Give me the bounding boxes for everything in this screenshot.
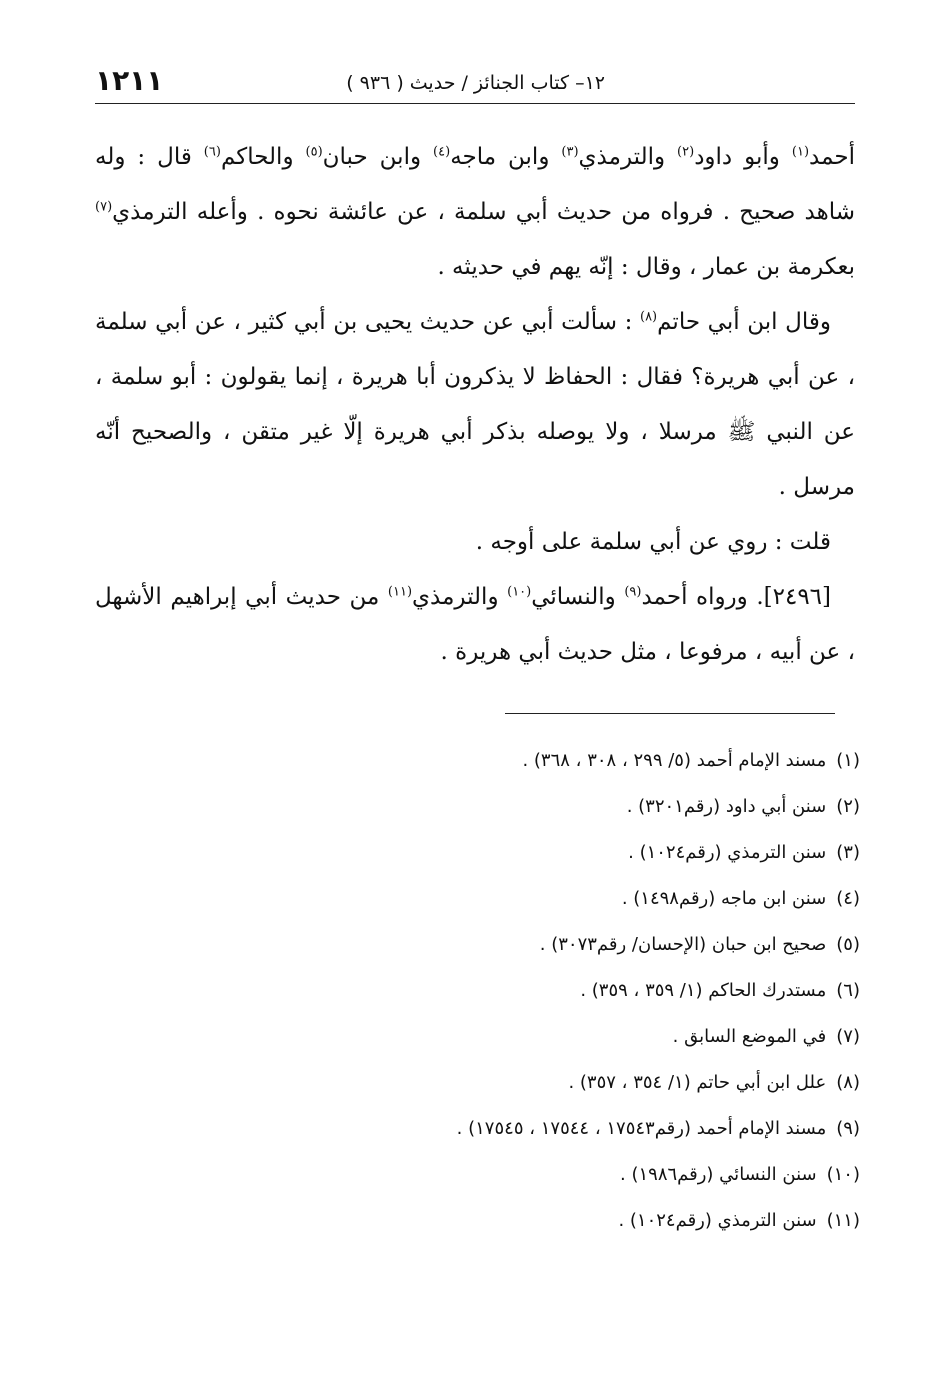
footnote-text: صحيح ابن حبان (الإحسان/ رقم٣٠٧٣) . bbox=[539, 934, 827, 955]
text-run: قال : وله شاهد صحيح . فرواه من حديث أبي سلمة ، عن عائشة نحوه . وأعله الترمذي bbox=[95, 144, 855, 225]
text-run: وأبو داود bbox=[694, 144, 792, 170]
footnote-ref: (٩) bbox=[624, 584, 642, 600]
footnote bbox=[160, 738, 860, 784]
paragraph-2 bbox=[95, 295, 855, 515]
footnotes bbox=[160, 738, 860, 1244]
paragraph-1 bbox=[95, 130, 855, 295]
text-run: والحاكم bbox=[220, 144, 306, 170]
text-run: والترمذي bbox=[578, 144, 678, 170]
footnote-ref: (٥) bbox=[305, 144, 323, 160]
footnote-text: سنن الترمذي (رقم١٠٢٤) . bbox=[628, 842, 827, 863]
footnote-number: (٩) bbox=[836, 1118, 860, 1139]
footnote-number: (١١) bbox=[826, 1210, 860, 1231]
footnote-text: سنن الترمذي (رقم١٠٢٤) . bbox=[618, 1210, 817, 1231]
footnote bbox=[160, 830, 860, 876]
footnote bbox=[160, 1198, 860, 1244]
text-run: بعكرمة بن عمار ، وقال : إنّه يهم في حديثه . bbox=[437, 254, 855, 280]
page-number: ١٢١١ bbox=[95, 64, 164, 97]
footnote-text: سنن أبي داود (رقم٣٢٠١) . bbox=[626, 796, 827, 817]
footnote-text: سنن النسائي (رقم١٩٨٦) . bbox=[620, 1164, 817, 1185]
footnote bbox=[160, 1106, 860, 1152]
running-header bbox=[95, 62, 855, 104]
footnote-ref: (٢) bbox=[677, 144, 695, 160]
footnote-ref: (١) bbox=[791, 144, 810, 160]
text-run: وقال ابن أبي حاتم bbox=[657, 309, 831, 335]
text-run: وابن حبان bbox=[322, 144, 434, 170]
footnote-number: (٣) bbox=[836, 842, 860, 863]
footnote-text: في الموضع السابق . bbox=[672, 1026, 827, 1047]
text-run: والترمذي bbox=[412, 584, 508, 610]
footnote-number: (٢) bbox=[836, 796, 860, 817]
footnote-number: (٤) bbox=[836, 888, 860, 909]
footnote-number: (٦) bbox=[836, 980, 860, 1001]
text-run: : سألت أبي عن حديث يحيى بن أبي كثير ، عن أبي سلمة ، عن أبي هريرة؟ فقال : الحفاظ لا يذكرون أبا هريرة ، إنما يقولون : أبو سلمة ، عن النبي ﷺ مرسلا ، ولا يوصله بذكر أبي هريرة إلّا غير متقن ، والصحيح أنّه مرسل . bbox=[95, 309, 855, 500]
footnote-text: سنن ابن ماجه (رقم١٤٩٨) . bbox=[621, 888, 827, 909]
text-run: من حديث أبي إبراهيم الأشهل ، عن أبيه ، مرفوعا ، مثل حديث أبي هريرة . bbox=[95, 584, 855, 665]
footnote-ref: (٤) bbox=[433, 144, 451, 160]
footnote bbox=[160, 1014, 860, 1060]
footnote bbox=[160, 1152, 860, 1198]
running-title: ١٢– كتاب الجنائز / حديث ( ٩٣٦ ) bbox=[346, 72, 605, 94]
text-run: [٢٤٩٦]. ورواه أحمد bbox=[641, 584, 832, 610]
footnote-text: مسند الإمام أحمد (رقم١٧٥٤٣ ، ١٧٥٤٤ ، ١٧٥٤٥) . bbox=[456, 1118, 827, 1139]
paragraph-4 bbox=[95, 570, 855, 680]
footnote-text: مستدرك الحاكم (١/ ٣٥٩ ، ٣٥٩) . bbox=[580, 980, 827, 1001]
footnote-ref: (١١) bbox=[387, 584, 413, 600]
footnote-ref: (٣) bbox=[561, 144, 579, 160]
footnote-text: مسند الإمام أحمد (٥/ ٢٩٩ ، ٣٠٨ ، ٣٦٨) . bbox=[522, 750, 827, 771]
footnote-number: (٥) bbox=[836, 934, 860, 955]
footnote-ref: (٦) bbox=[203, 144, 221, 160]
footnote-text: علل ابن أبي حاتم (١/ ٣٥٤ ، ٣٥٧) . bbox=[568, 1072, 827, 1093]
footnote-number: (٨) bbox=[836, 1072, 860, 1093]
footnote-divider bbox=[505, 713, 835, 714]
header-divider bbox=[95, 103, 855, 104]
text-run: والنسائي bbox=[531, 584, 625, 610]
text-run: وابن ماجه bbox=[450, 144, 562, 170]
footnote bbox=[160, 922, 860, 968]
footnote-number: (١) bbox=[836, 750, 860, 771]
footnote-ref: (١٠) bbox=[507, 584, 532, 600]
paragraph-3: قلت : روي عن أبي سلمة على أوجه . bbox=[475, 529, 831, 555]
footnote bbox=[160, 968, 860, 1014]
footnote bbox=[160, 876, 860, 922]
footnote-number: (٧) bbox=[836, 1026, 860, 1047]
footnote bbox=[160, 1060, 860, 1106]
text-run: أحمد bbox=[809, 144, 855, 170]
footnote-ref: (٧) bbox=[95, 199, 113, 215]
main-text bbox=[95, 130, 855, 680]
footnote bbox=[160, 784, 860, 830]
footnote-number: (١٠) bbox=[826, 1164, 860, 1185]
footnote-ref: (٨) bbox=[639, 309, 658, 325]
